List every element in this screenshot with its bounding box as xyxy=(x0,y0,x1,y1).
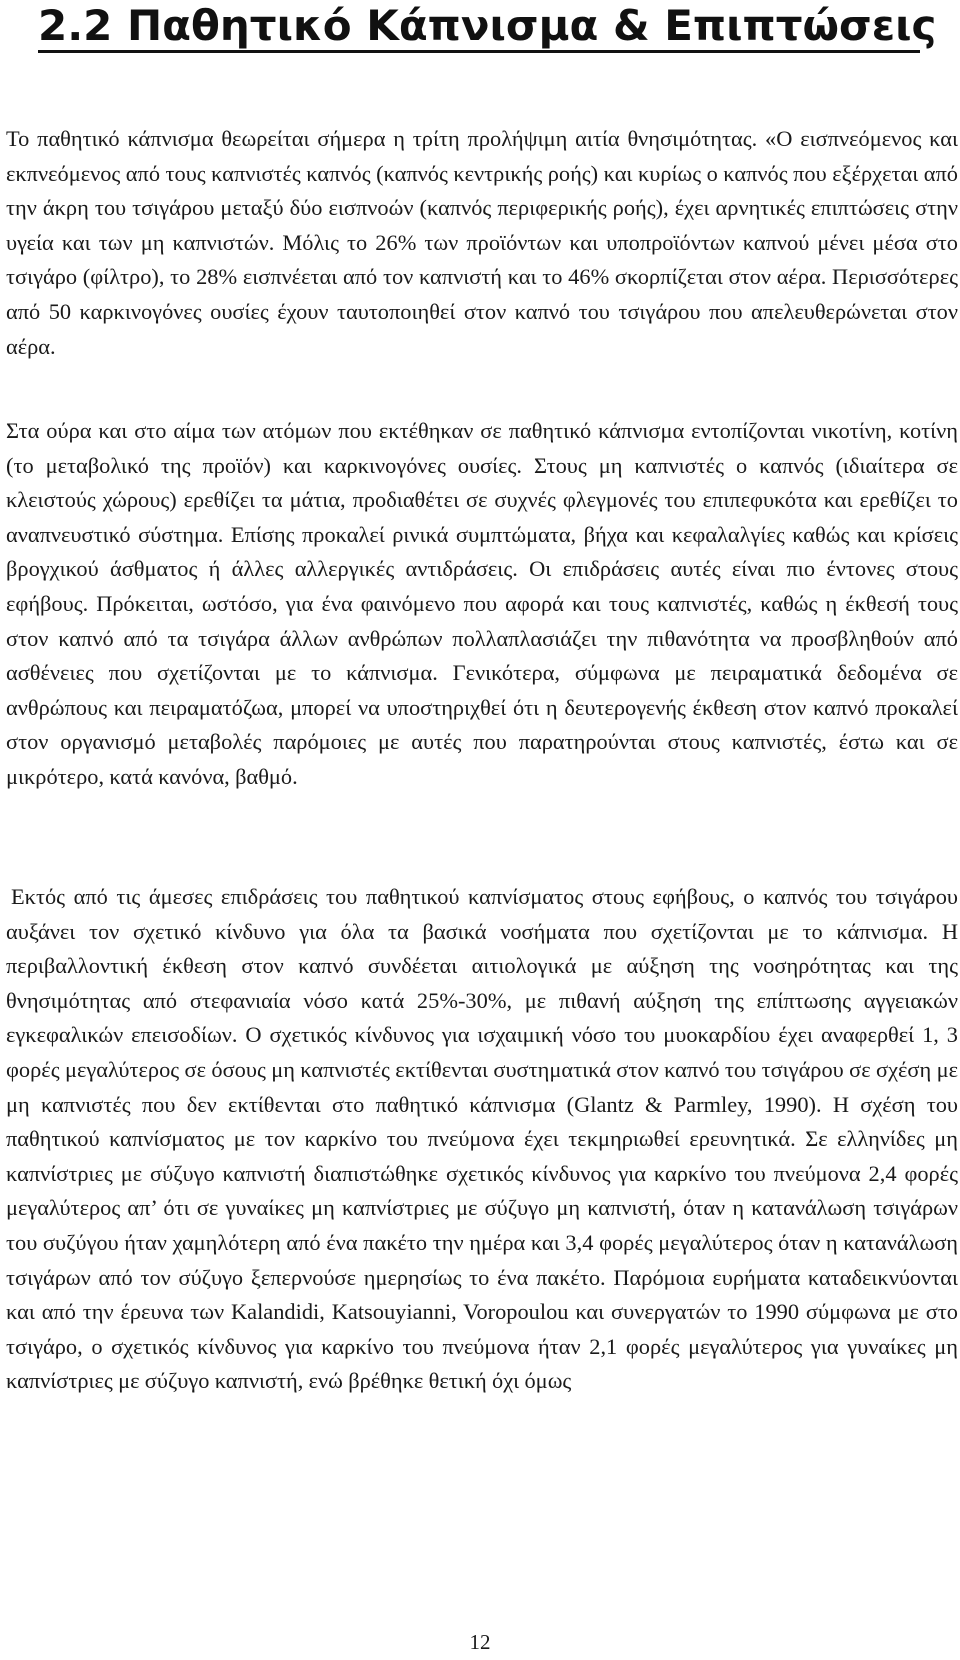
section-heading: 2.2 Παθητικό Κάπνισμα & Επιπτώσεις xyxy=(38,1,937,50)
heading-underline xyxy=(38,50,920,53)
paragraph-effects: Στα ούρα και στο αίμα των ατόμων που εκτέθηκαν σε παθητικό κάπνισμα εντοπίζονται νικοτίνη, κοτίνη (το μεταβολικό της προϊόν) και καρκινογόνες ουσίες. Στους μη καπνιστές ο καπνός (ιδιαίτερα σε κλειστούς χώρους) ερεθίζει τα μάτια, προδιαθέτει σε συχνές φλεγμονές του επιπεφυκότα και ερεθίζει το αναπνευστικό σύστημα. Επίσης προκαλεί ρινικά συμπτώματα, βήχα και κεφαλαλγίες καθώς και κρίσεις βρογχικού άσθματος ή άλλες αλλεργικές αντιδράσεις. Οι επιδράσεις αυτές είναι πιο έντονες στους εφήβους. Πρόκειται, ωστόσο, για ένα φαινόμενο που αφορά και τους καπνιστές, καθώς η έκθεσή τους στον καπνό από τα τσιγάρα άλλων ανθρώπων πολλαπλασιάζει την πιθανότητα να προσβληθούν από ασθένειες που σχετίζονται με το κάπνισμα. Γενικότερα, σύμφωνα με πειραματικά δεδομένα σε ανθρώπους και πειραματόζωα, μπορεί να υποστηριχθεί ότι η δευτερογενής έκθεση στον καπνό προκαλεί στον οργανισμό μεταβολές παρόμοιες με αυτές που παρατηρούνται στους καπνιστές, έστω και σε μικρότερο, κατά κανόνα, βαθμό. xyxy=(6,418,958,789)
page-number: 12 xyxy=(469,1630,491,1654)
paragraph-risks: Εκτός από τις άμεσες επιδράσεις του παθητικού καπνίσματος στους εφήβους, ο καπνός του τσιγάρου αυξάνει τον σχετικό κίνδυνο για όλα τα βασικά νοσήματα που σχετίζονται με το κάπνισμα. Η περιβαλλοντική έκθεση στον καπνό συνδέεται αιτιολογικά με αύξηση της νοσηρότητας και της θνησιμότητας από στεφανιαία νόσο κατά 25%-30%, με πιθανή αύξηση της επίπτωσης αγγειακών εγκεφαλικών επεισοδίων. Ο σχετικός κίνδυνος για ισχαιμική νόσο του μυοκαρδίου έχει αναφερθεί 1, 3 φορές μεγαλύτερος σε όσους μη καπνιστές εκτίθενται συστηματικά στον καπνό του τσιγάρου σε σχέση με μη καπνιστές που δεν εκτίθενται στο παθητικό κάπνισμα (Glantz & Parmley, 1990). Η σχέση του παθητικού καπνίσματος με τον καρκίνο του πνεύμονα έχει τεκμηριωθεί ερευνητικά. Σε ελληνίδες μη καπνίστριες με σύζυγο καπνιστή διαπιστώθηκε σχετικός κίνδυνος για καρκίνο του πνεύμονα 2,4 φορές μεγαλύτερος απ’ ότι σε γυναίκες μη καπνίστριες με σύζυγο μη καπνιστή, όταν η κατανάλωση τσιγάρων του συζύγου ήταν χαμηλότερη από ένα πακέτο την ημέρα και 3,4 φορές μεγαλύτερος όταν η κατανάλωση τσιγάρων από τον σύζυγο ξεπερνούσε ημερησίως το ένα πακέτο. Παρόμοια ευρήματα καταδεικνύονται και από την έρευνα των Kalandidi, Katsouyianni, Voropoulou και συνεργατών το 1990 σύμφωνα με στο τσιγάρο, ο σχετικός κίνδυνος για καρκίνο του πνεύμονα ήταν 2,1 φορές μεγαλύτερος για γυναίκες μη καπνίστριες με σύζυγο καπνιστή, ενώ βρέθηκε θετική όχι όμως xyxy=(6,884,958,1394)
paragraph-intro: Το παθητικό κάπνισμα θεωρείται σήμερα η τρίτη προλήψιμη αιτία θνησιμότητας. «Ο εισπνεόμενος και εκπνεόμενος από τους καπνιστές καπνός (καπνός κεντρικής ροής) και κυρίως ο καπνός που εξέρχεται από την άκρη του τσιγάρου μεταξύ δύο εισπνοών (καπνός περιφερικής ροής), έχει αρνητικές επιπτώσεις στην υγεία και των μη καπνιστών. Μόλις το 26% των προϊόντων και υποπροϊόντων καπνού μένει μέσα στο τσιγάρο (φίλτρο), το 28% εισπνέεται από τον καπνιστή και το 46% σκορπίζεται στον αέρα. Περισσότερες από 50 καρκινογόνες ουσίες έχουν ταυτοποιηθεί στον καπνό του τσιγάρου που απελευθερώνεται στον αέρα. xyxy=(6,126,958,359)
